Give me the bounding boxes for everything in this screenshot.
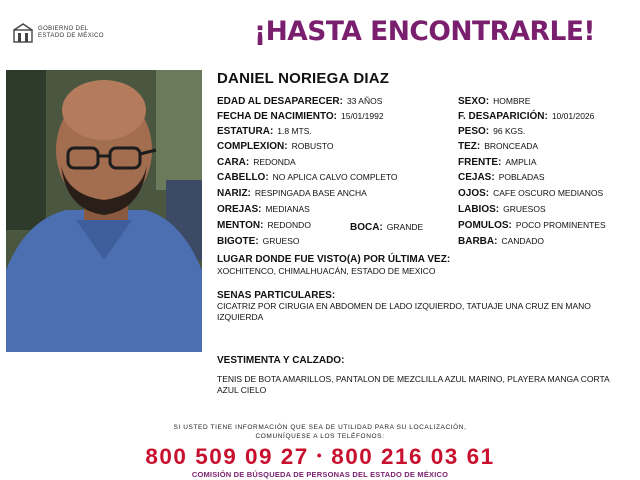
field-label: COMPLEXION: [217, 141, 288, 152]
phone-number-2: 800 216 03 61 [331, 444, 495, 469]
field-value: REDONDO [267, 220, 311, 230]
field-complexion [217, 141, 333, 152]
field-value: GRUESOS [503, 204, 546, 214]
field-estatura [217, 126, 312, 137]
field-ojos [458, 188, 603, 199]
field-value: REDONDA [253, 157, 296, 167]
field-label: BOCA: [350, 222, 383, 233]
phone-number-1: 800 509 09 27 [145, 444, 309, 469]
field-labios [458, 204, 546, 215]
contact-line2: COMUNÍQUESE A LOS TELÉFONOS: [255, 433, 385, 440]
field-bigote [217, 236, 300, 247]
field-value: 33 AÑOS [346, 96, 383, 106]
field-pomulos [458, 220, 606, 231]
field-value: POCO PROMINENTES [515, 220, 606, 230]
logo-line2: ESTADO DE MÉXICO [38, 33, 104, 39]
last-seen-title: LUGAR DONDE FUE VISTO(A) POR ÚLTIMA VEZ: [217, 254, 451, 265]
separator-dot: • [316, 447, 324, 463]
clothing-text: TENIS DE BOTA AMARILLOS, PANTALON DE MEZCLILLA AZUL MARINO, PLAYERA MANGA CORTA AZUL CIELO [217, 374, 610, 395]
field-label: LABIOS: [458, 204, 500, 215]
field-value: GRANDE [386, 222, 424, 232]
field-sexo [458, 96, 530, 107]
field-desaparicion [458, 111, 594, 122]
government-logo [12, 22, 112, 44]
field-label: F. DESAPARICIÓN: [458, 111, 548, 122]
state-emblem-icon [12, 22, 34, 44]
field-value: 96 KGS. [493, 126, 526, 136]
field-cara [217, 157, 296, 168]
field-orejas [217, 204, 310, 215]
field-value: POBLADAS [498, 172, 545, 182]
field-label: OJOS: [458, 188, 490, 199]
person-name: DANIEL NORIEGA DIAZ [217, 70, 390, 87]
field-tez [458, 141, 538, 152]
field-label: CARA: [217, 157, 250, 168]
field-value: 15/01/1992 [341, 111, 384, 121]
field-frente [458, 157, 537, 168]
contact-line1: SI USTED TIENE INFORMACIÓN QUE SEA DE UTILIDAD PARA SU LOCALIZACIÓN, [173, 424, 467, 431]
field-label: ESTATURA: [217, 126, 274, 137]
field-value: RESPINGADA BASE ANCHA [254, 188, 367, 198]
field-value: CAFE OSCURO MEDIANOS [493, 188, 604, 198]
field-label: SEXO: [458, 96, 490, 107]
distinguishing-marks-title: SENAS PARTICULARES: [217, 290, 336, 301]
field-value: 10/01/2026 [551, 111, 595, 121]
field-value: AMPLIA [505, 157, 537, 167]
field-value: MEDIANAS [265, 204, 310, 214]
phone-numbers [0, 444, 640, 470]
last-seen-text: XOCHITENCO, CHIMALHUACÁN, ESTADO DE MEXICO [217, 266, 436, 276]
field-barba [458, 236, 544, 247]
field-peso [458, 126, 525, 137]
field-label: CEJAS: [458, 172, 495, 183]
field-value: GRUESO [262, 236, 300, 246]
field-label: PESO: [458, 126, 490, 137]
field-label: CABELLO: [217, 172, 269, 183]
field-label: NARIZ: [217, 188, 251, 199]
clothing-title: VESTIMENTA Y CALZADO: [217, 355, 345, 366]
field-label: TEZ: [458, 141, 481, 152]
field-label: FECHA DE NACIMIENTO: [217, 111, 337, 122]
field-value: HOMBRE [493, 96, 531, 106]
field-label: MENTON: [217, 220, 264, 231]
field-label: FRENTE: [458, 157, 502, 168]
distinguishing-marks-text: CICATRIZ POR CIRUGIA EN ABDOMEN DE LADO IZQUIERDO, TATUAJE UNA CRUZ EN MANO IZQUIERDA [217, 301, 591, 322]
field-cabello [217, 172, 398, 183]
field-label: OREJAS: [217, 204, 262, 215]
field-value: NO APLICA CALVO COMPLETO [272, 172, 398, 182]
footer-agency: COMISIÓN DE BÚSQUEDA DE PERSONAS DEL ESTADO DE MÉXICO [191, 470, 449, 479]
field-value: CANDADO [501, 236, 544, 246]
field-label: BARBA: [458, 236, 498, 247]
page-title: ¡HASTA ENCONTRARLE! [254, 16, 596, 47]
field-nariz [217, 188, 367, 199]
logo-text [38, 26, 104, 40]
field-boca [350, 222, 423, 233]
person-photo [6, 70, 202, 352]
field-value: 1.8 MTS. [277, 126, 312, 136]
field-menton [217, 220, 311, 231]
field-label: EDAD AL DESAPARECER: [217, 96, 343, 107]
field-value: BRONCEADA [484, 141, 539, 151]
field-edad [217, 96, 382, 107]
field-value: ROBUSTO [291, 141, 334, 151]
logo-line1: GOBIERNO DEL [38, 26, 89, 32]
field-nacimiento [217, 111, 384, 122]
field-label: POMULOS: [458, 220, 512, 231]
field-cejas [458, 172, 545, 183]
field-label: BIGOTE: [217, 236, 259, 247]
